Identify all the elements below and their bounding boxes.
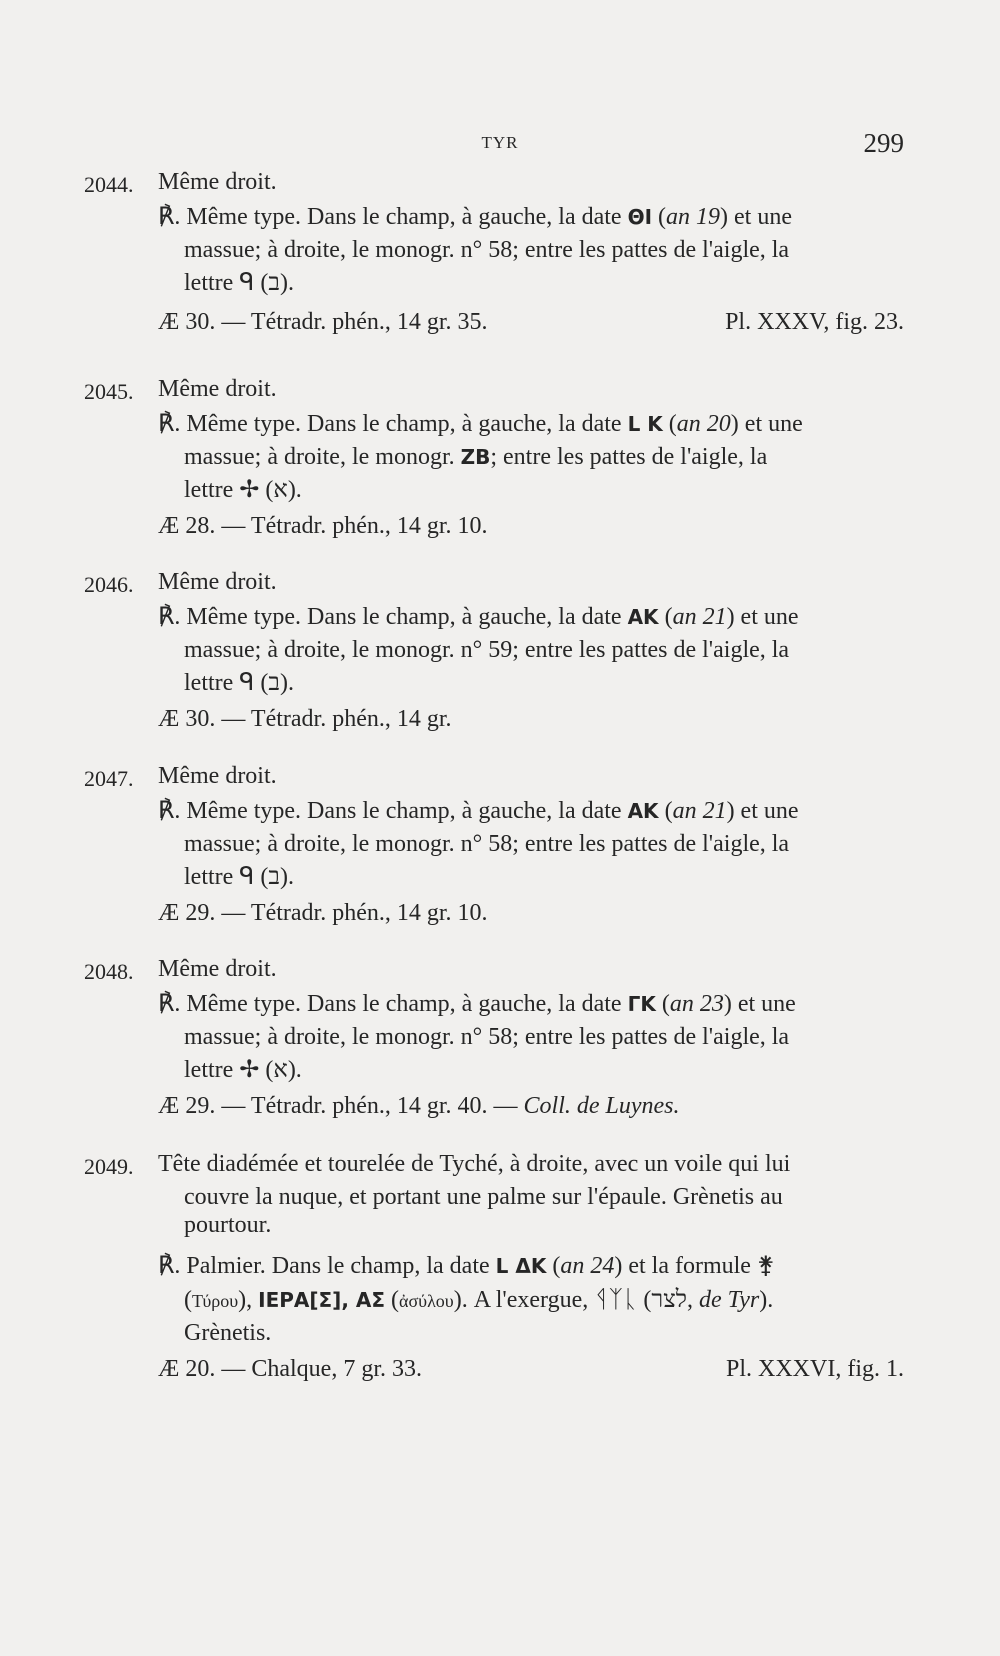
obverse-text: Même droit. [158,169,277,195]
reverse-symbol: ℟. [158,604,181,630]
date-letters: L K [627,412,663,436]
collection-name: Coll. de Luynes. [523,1093,680,1119]
metal-symbol: Æ [158,706,180,732]
obverse-text: pourtour. [184,1212,272,1238]
entry-number: 2044. [84,172,134,197]
entry-number: 2045. [84,379,134,404]
entry-number: 2049. [84,1154,134,1179]
obverse-text: Même droit. [158,569,277,595]
entry-number: 2048. [84,959,134,984]
reverse-line: Grènetis. [184,1320,272,1346]
metal-symbol: Æ [158,513,180,539]
entry-number: 2047. [84,766,134,791]
metal-symbol: Æ [158,1356,180,1382]
page-number: 299 [863,128,904,158]
reverse-line: ℟. Même type. Dans le champ, à gauche, la date AK (an 21) et une [158,798,799,824]
metal-symbol: Æ [158,1093,180,1119]
reverse-line: (Τύρου), ΙΕΡΑ[Σ], ΑΣ (ἀσύλου). A l'exergue, ᛩᛉᚳ (לצר, de Tyr). [184,1287,774,1313]
plate-reference: Pl. XXXVI, fig. 1. [726,1356,904,1382]
monogram: ZB [460,445,491,469]
reverse-symbol: ℟. [158,411,181,437]
reverse-line: ℟. Même type. Dans le champ, à gauche, la date ΓK (an 23) et une [158,991,796,1017]
reverse-line: ℟. Même type. Dans le champ, à gauche, la date L K (an 20) et une [158,411,803,437]
plate-reference: Pl. XXXV, fig. 23. [725,309,904,335]
reverse-line: massue; à droite, le monogr. n° 58; entre les pattes de l'aigle, la [184,237,790,263]
obverse-text: couvre la nuque, et portant une palme sur l'épaule. Grènetis au [184,1184,783,1210]
date-letters: AK [627,799,659,823]
date-letters: ΘΙ [627,205,653,229]
metal-symbol: Æ [158,900,180,926]
reverse-line: lettre ✢ (א). [184,477,302,503]
reverse-line: massue; à droite, le monogr. n° 58; entre les pattes de l'aigle, la [184,831,790,857]
reverse-symbol: ℟. [158,204,181,230]
reverse-line: massue; à droite, le monogr. n° 58; entre les pattes de l'aigle, la [184,1024,790,1050]
obverse-text: Même droit. [158,763,277,789]
reverse-line: ℟. Palmier. Dans le champ, la date L ΔK (an 24) et la formule ⚵ [158,1253,775,1279]
physical-description: Æ 30. — Tétradr. phén., 14 gr. 35. [158,309,488,335]
physical-description: Æ 29. — Tétradr. phén., 14 gr. 10. [158,900,488,926]
reverse-line: ℟. Même type. Dans le champ, à gauche, la date ΘΙ (an 19) et une [158,204,792,230]
physical-description: Æ 28. — Tétradr. phén., 14 gr. 10. [158,513,488,539]
date-letters: L ΔK [495,1254,547,1278]
obverse-text: Tête diadémée et tourelée de Tyché, à droite, avec un voile qui lui [158,1151,791,1177]
reverse-symbol: ℟. [158,991,181,1017]
obverse-text: Même droit. [158,376,277,402]
reverse-line: lettre ᑫ (ב). [184,670,294,696]
reverse-line: ℟. Même type. Dans le champ, à gauche, la date AK (an 21) et une [158,604,799,630]
metal-symbol: Æ [158,309,180,335]
physical-description: Æ 30. — Tétradr. phén., 14 gr. [158,706,452,732]
running-title: TYR [481,133,519,152]
reverse-line: lettre ✢ (א). [184,1057,302,1083]
physical-description: Æ 29. — Tétradr. phén., 14 gr. 40. — Coll. de Luynes. [158,1093,680,1119]
entry-number: 2046. [84,572,134,597]
reverse-line: massue; à droite, le monogr. ZB; entre les pattes de l'aigle, la [184,444,768,470]
reverse-line: lettre ᑫ (ב). [184,864,294,890]
reverse-line: lettre ᑫ (ב). [184,270,294,296]
reverse-line: massue; à droite, le monogr. n° 59; entre les pattes de l'aigle, la [184,637,790,663]
physical-description: Æ 20. — Chalque, 7 gr. 33. [158,1356,422,1382]
reverse-symbol: ℟. [158,798,181,824]
date-letters: AK [627,605,659,629]
obverse-text: Même droit. [158,956,277,982]
date-letters: ΓK [627,992,656,1016]
reverse-symbol: ℟. [158,1253,181,1279]
